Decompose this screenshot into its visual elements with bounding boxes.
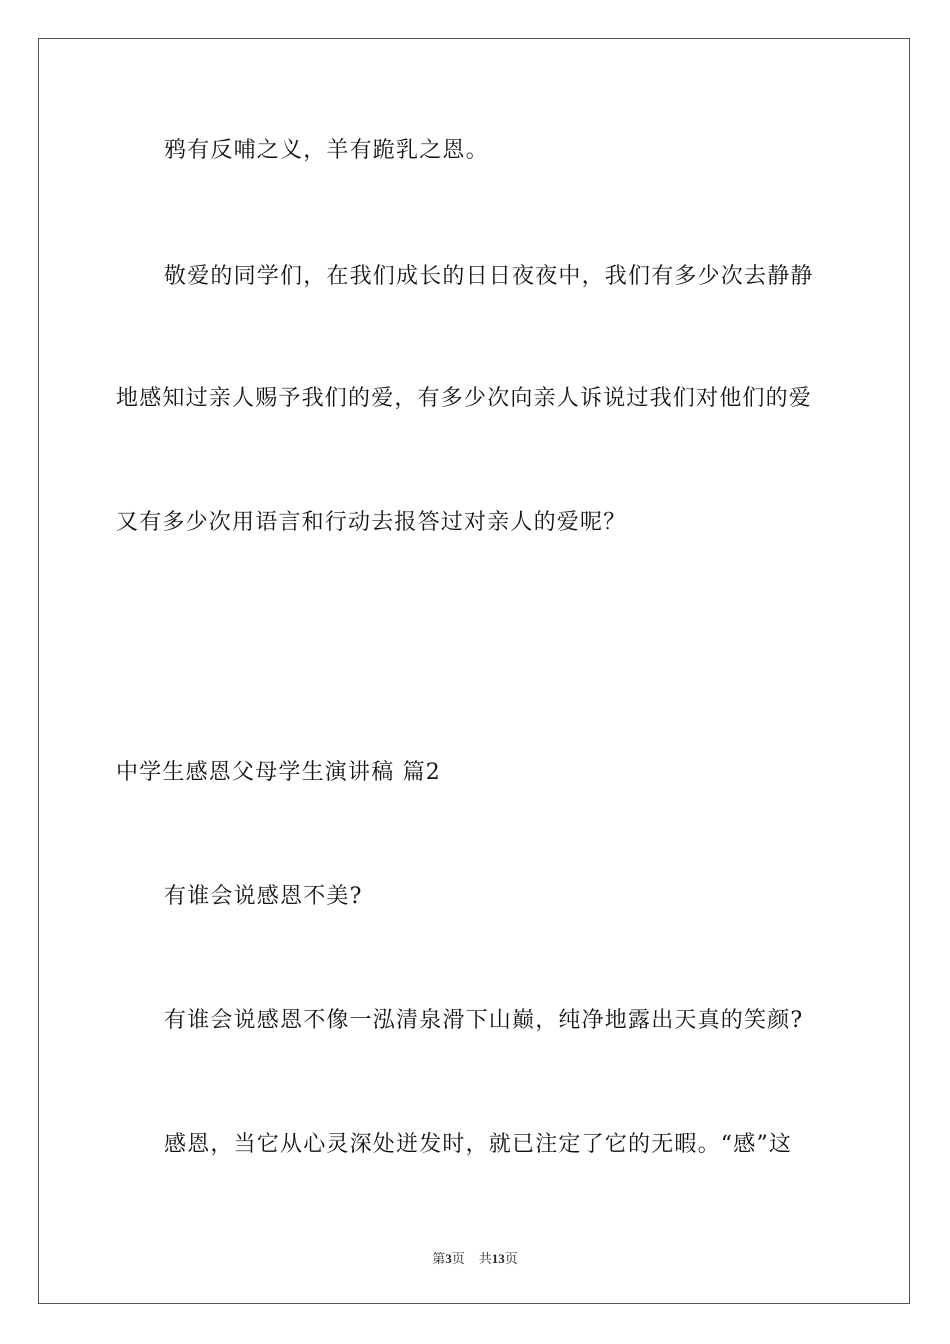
section-heading: 中学生感恩父母学生演讲稿 篇2 — [116, 760, 441, 785]
paragraph-line-7: 有谁会说感恩不像一泓清泉滑下山巅，纯净地露出天真的笑颜? — [164, 1008, 804, 1033]
footer-page-prefix: 第 — [432, 1251, 446, 1266]
paragraph-line-2: 敬爱的同学们，在我们成长的日日夜夜中，我们有多少次去静静 — [164, 264, 814, 289]
footer-page-suffix: 页 — [451, 1251, 465, 1266]
paragraph-line-4: 又有多少次用语言和行动去报答过对亲人的爱呢？ — [116, 510, 627, 535]
footer-total-prefix: 共 — [478, 1251, 492, 1266]
footer-total-number: 13 — [491, 1251, 505, 1266]
page-footer — [0, 1248, 950, 1267]
footer-page-number: 3 — [445, 1251, 452, 1266]
paragraph-line-1: 鸦有反哺之义，羊有跪乳之恩。 — [164, 138, 489, 163]
paragraph-line-3: 地感知过亲人赐予我们的爱，有多少次向亲人诉说过我们对他们的爱 — [116, 386, 813, 411]
footer-total-suffix: 页 — [504, 1251, 518, 1266]
paragraph-line-8: 感恩，当它从心灵深处迸发时，就已注定了它的无暇。“感”这 — [164, 1132, 793, 1157]
page-frame — [38, 38, 910, 1304]
paragraph-line-6: 有谁会说感恩不美? — [164, 884, 363, 909]
